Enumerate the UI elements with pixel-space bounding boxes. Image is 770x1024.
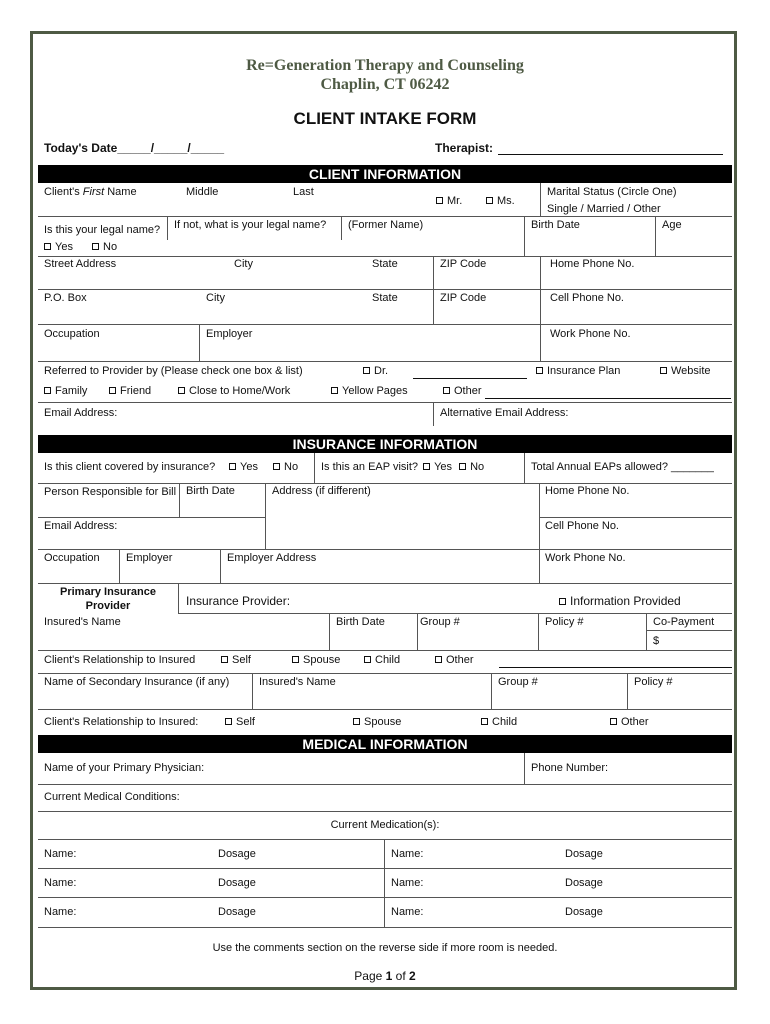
relationship2-spouse-checkbox[interactable]: Spouse (353, 716, 401, 728)
relationship-child-checkbox[interactable]: Child (364, 654, 400, 666)
marital-status-label: Marital Status (Circle One) (547, 186, 677, 198)
home-phone-field[interactable]: Home Phone No. (550, 258, 635, 270)
email-field[interactable]: Email Address: (44, 407, 118, 419)
insured-name-field[interactable]: Insured's Name (44, 616, 121, 628)
city-field-2[interactable]: City (206, 292, 225, 304)
secondary-insurance-field[interactable]: Name of Secondary Insurance (if any) (44, 676, 230, 688)
org-name: Re=Generation Therapy and Counseling (246, 57, 524, 74)
copayment-label: Co-Payment (653, 616, 715, 628)
zip-field-2[interactable]: ZIP Code (440, 292, 487, 304)
relationship-label: Client's Relationship to Insured (44, 654, 196, 666)
employer-address-field[interactable]: Employer Address (227, 552, 317, 564)
former-name-field[interactable]: (Former Name) (348, 219, 424, 231)
zip-field[interactable]: ZIP Code (440, 258, 487, 270)
person-responsible-field[interactable]: Person Responsible for Bill (44, 486, 177, 498)
birth-date-field[interactable]: Birth Date (531, 219, 580, 231)
po-box-field[interactable]: P.O. Box (44, 292, 87, 304)
covered-no-checkbox[interactable]: No (273, 461, 298, 473)
last-label: Last (293, 186, 314, 198)
relationship2-self-checkbox[interactable]: Self (225, 716, 255, 728)
occupation-field[interactable]: Occupation (44, 328, 100, 340)
mr-checkbox[interactable]: Mr. (436, 195, 462, 207)
referral-family-checkbox[interactable]: Family (44, 385, 87, 397)
relationship-other-line[interactable] (499, 667, 732, 668)
primary-insurance-label-2: Provider (85, 600, 131, 612)
referred-label: Referred to Provider by (Please check one box & list) (44, 365, 303, 377)
legal-name-field[interactable]: If not, what is your legal name? (174, 219, 327, 231)
marital-status-options[interactable]: Single / Married / Other (547, 203, 661, 215)
primary-insurance-label-1: Primary Insurance (60, 586, 156, 598)
legal-no-checkbox[interactable]: No (92, 241, 117, 253)
referral-dr-line[interactable] (413, 378, 527, 379)
responsible-occupation-field[interactable]: Occupation (44, 552, 100, 564)
referral-other-line[interactable] (485, 398, 731, 399)
form-title: CLIENT INTAKE FORM (293, 109, 477, 128)
relationship-self-checkbox[interactable]: Self (221, 654, 251, 666)
work-phone-field[interactable]: Work Phone No. (550, 328, 631, 340)
comments-note: Use the comments section on the reverse side if more room is needed. (212, 942, 558, 954)
responsible-employer-field[interactable]: Employer (126, 552, 173, 564)
responsible-birth-date-field[interactable]: Birth Date (186, 485, 235, 497)
city-field[interactable]: City (234, 258, 253, 270)
med-1-dosage-field[interactable]: Dosage (218, 848, 256, 860)
group-number-field[interactable]: Group # (420, 616, 460, 628)
insured-birth-date-field[interactable]: Birth Date (336, 616, 385, 628)
alt-email-field[interactable]: Alternative Email Address: (440, 407, 569, 419)
responsible-home-phone-field[interactable]: Home Phone No. (545, 485, 630, 497)
therapist-field[interactable] (498, 154, 723, 155)
eaps-allowed-field[interactable]: Total Annual EAPs allowed? _______ (531, 461, 714, 473)
middle-label: Middle (186, 186, 219, 198)
referral-insurance-plan-checkbox[interactable]: Insurance Plan (536, 365, 620, 377)
information-provided-checkbox[interactable]: Information Provided (559, 594, 681, 608)
med-3-dosage-field[interactable]: Dosage (218, 877, 256, 889)
med-1-name-field[interactable]: Name: (44, 848, 77, 860)
responsible-address-field[interactable]: Address (if different) (272, 485, 371, 497)
med-2-name-field[interactable]: Name: (391, 848, 424, 860)
medical-conditions-field[interactable]: Current Medical Conditions: (44, 791, 180, 803)
med-6-dosage-field[interactable]: Dosage (565, 906, 603, 918)
responsible-cell-phone-field[interactable]: Cell Phone No. (545, 520, 619, 532)
cell-phone-field[interactable]: Cell Phone No. (550, 292, 624, 304)
legal-name-question: Is this your legal name? (44, 224, 161, 236)
client-information-header: CLIENT INFORMATION (38, 165, 732, 183)
med-5-dosage-field[interactable]: Dosage (218, 906, 256, 918)
medical-information-header: MEDICAL INFORMATION (38, 735, 732, 753)
client-name-label: Client's First Name (44, 186, 137, 198)
responsible-email-field[interactable]: Email Address: (44, 520, 118, 532)
relationship-spouse-checkbox[interactable]: Spouse (292, 654, 340, 666)
referral-close-checkbox[interactable]: Close to Home/Work (178, 385, 290, 397)
employer-field[interactable]: Employer (206, 328, 253, 340)
age-field[interactable]: Age (662, 219, 682, 231)
legal-yes-checkbox[interactable]: Yes (44, 241, 73, 253)
referral-website-checkbox[interactable]: Website (660, 365, 711, 377)
insurance-information-header: INSURANCE INFORMATION (38, 435, 732, 453)
covered-question: Is this client covered by insurance? (44, 461, 216, 473)
relationship2-other-checkbox[interactable]: Other (610, 716, 649, 728)
secondary-insured-name-field[interactable]: Insured's Name (259, 676, 336, 688)
med-4-name-field[interactable]: Name: (391, 877, 424, 889)
med-3-name-field[interactable]: Name: (44, 877, 77, 889)
page-number: Page 1 of 2 (354, 969, 416, 983)
ms-checkbox[interactable]: Ms. (486, 195, 515, 207)
street-address-field[interactable]: Street Address (44, 258, 117, 270)
org-location: Chaplin, CT 06242 (320, 76, 450, 93)
secondary-group-field[interactable]: Group # (498, 676, 538, 688)
relationship2-child-checkbox[interactable]: Child (481, 716, 517, 728)
primary-physician-field[interactable]: Name of your Primary Physician: (44, 762, 205, 774)
medications-label: Current Medication(s): (330, 819, 440, 831)
copayment-field[interactable]: $ (653, 635, 660, 647)
covered-yes-checkbox[interactable]: Yes (229, 461, 258, 473)
state-field[interactable]: State (372, 258, 398, 270)
physician-phone-field[interactable]: Phone Number: (531, 762, 609, 774)
eap-question: Is this an EAP visit? Yes No (321, 461, 485, 473)
responsible-work-phone-field[interactable]: Work Phone No. (545, 552, 626, 564)
med-5-name-field[interactable]: Name: (44, 906, 77, 918)
state-field-2[interactable]: State (372, 292, 398, 304)
insurance-provider-field[interactable]: Insurance Provider: (186, 594, 291, 608)
policy-number-field[interactable]: Policy # (545, 616, 584, 628)
referral-other-checkbox[interactable]: Other (443, 385, 482, 397)
referral-dr-checkbox[interactable]: Dr. (363, 365, 388, 377)
todays-date-field[interactable]: Today's Date_____/_____/_____ (44, 141, 225, 155)
referral-yellow-pages-checkbox[interactable]: Yellow Pages (331, 385, 408, 397)
therapist-label: Therapist: (435, 141, 494, 155)
med-2-dosage-field[interactable]: Dosage (565, 848, 603, 860)
relationship-other-checkbox[interactable]: Other (435, 654, 474, 666)
relationship-label-2: Client's Relationship to Insured: (44, 716, 199, 728)
secondary-policy-field[interactable]: Policy # (634, 676, 673, 688)
med-6-name-field[interactable]: Name: (391, 906, 424, 918)
med-4-dosage-field[interactable]: Dosage (565, 877, 603, 889)
referral-friend-checkbox[interactable]: Friend (109, 385, 151, 397)
